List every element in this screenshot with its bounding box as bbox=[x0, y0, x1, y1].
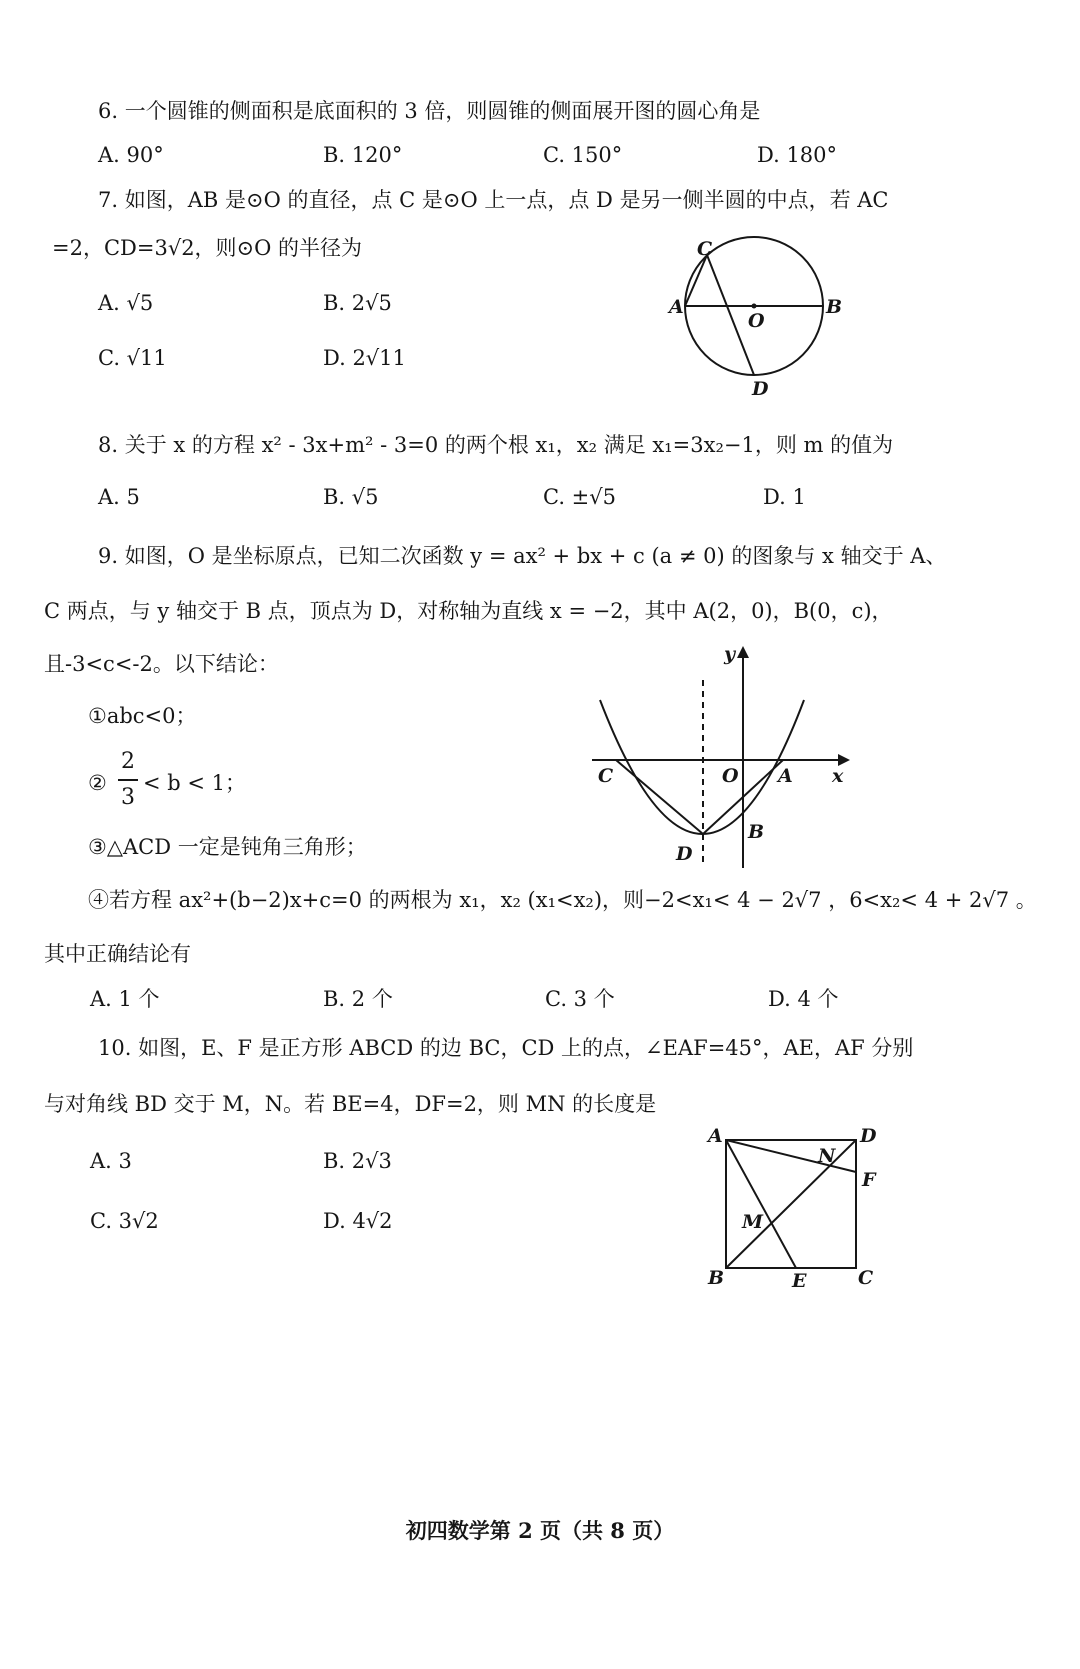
q8-option-d: D. 1 bbox=[763, 485, 806, 509]
q10-stem-line1: 10. 如图，E、F 是正方形 ABCD 的边 BC，CD 上的点，∠EAF=45°，AE，AF 分别 bbox=[98, 1036, 914, 1060]
diagonal-bd bbox=[726, 1140, 856, 1268]
q7-stem-line2: =2，CD=3√2，则⊙O 的半径为 bbox=[52, 236, 363, 260]
label-b: B bbox=[826, 296, 843, 318]
label-f: F bbox=[862, 1169, 876, 1191]
fraction-numerator: 2 bbox=[121, 749, 135, 774]
q6-stem: 6. 一个圆锥的侧面积是底面积的 3 倍，则圆锥的侧面展开图的圆心角是 bbox=[98, 99, 761, 123]
label-o: O bbox=[722, 765, 739, 787]
label-n: N bbox=[818, 1145, 836, 1167]
label-a: A bbox=[778, 765, 793, 787]
q8-option-a: A. 5 bbox=[98, 485, 140, 509]
q9-parabola-figure bbox=[580, 638, 880, 878]
q7-option-d: D. 2√11 bbox=[323, 346, 406, 370]
label-c: C bbox=[598, 765, 614, 787]
fraction-denominator: 3 bbox=[121, 785, 135, 810]
label-b: B bbox=[708, 1267, 725, 1289]
label-x: x bbox=[832, 765, 844, 787]
segment-af bbox=[726, 1140, 856, 1172]
q6-option-d: D. 180° bbox=[757, 143, 838, 167]
q9-conclusion-3: ③△ACD 一定是钝角三角形； bbox=[88, 835, 367, 859]
q10-option-a: A. 3 bbox=[90, 1149, 132, 1173]
q8-stem: 8. 关于 x 的方程 x² - 3x+m² - 3=0 的两个根 x₁，x₂ 满足 x₁=3x₂−1，则 m 的值为 bbox=[98, 433, 894, 457]
y-axis-arrow bbox=[737, 646, 749, 658]
label-d: D bbox=[676, 843, 693, 865]
q6-option-a: A. 90° bbox=[98, 143, 164, 167]
q8-option-c: C. ±√5 bbox=[543, 485, 617, 509]
q7-stem-line1: 7. 如图，AB 是⊙O 的直径，点 C 是⊙O 上一点，点 D 是另一侧半圆的中点，若 AC bbox=[98, 188, 889, 212]
chord-ac bbox=[685, 255, 707, 306]
q10-option-d: D. 4√2 bbox=[323, 1209, 393, 1233]
chord-cd bbox=[707, 255, 754, 375]
q9-conclusion-2-prefix: ② bbox=[88, 771, 107, 795]
segment-cd bbox=[616, 760, 703, 834]
label-d: D bbox=[752, 378, 769, 400]
label-m: M bbox=[742, 1211, 764, 1233]
q7-option-c: C. √11 bbox=[98, 346, 167, 370]
q9-stem-line3: 且-3<c<-2。以下结论： bbox=[44, 652, 279, 676]
label-d: D bbox=[860, 1125, 877, 1147]
q9-option-d: D. 4 个 bbox=[768, 987, 839, 1011]
q10-square-figure bbox=[690, 1120, 900, 1300]
label-b: B bbox=[748, 821, 765, 843]
q7-circle-figure bbox=[660, 235, 860, 400]
label-a: A bbox=[708, 1125, 723, 1147]
q9-stem-line1: 9. 如图，O 是坐标原点，已知二次函数 y = ax² + bx + c (a ≠ 0) 的图象与 x 轴交于 A、 bbox=[98, 544, 947, 568]
fraction-bar bbox=[118, 779, 138, 781]
q10-option-c: C. 3√2 bbox=[90, 1209, 159, 1233]
q9-option-a: A. 1 个 bbox=[90, 987, 160, 1011]
label-c: C bbox=[858, 1267, 874, 1289]
label-o: O bbox=[748, 310, 765, 332]
q6-option-b: B. 120° bbox=[323, 143, 403, 167]
center-point bbox=[752, 304, 757, 309]
label-c: C bbox=[697, 238, 713, 260]
label-a: A bbox=[669, 296, 684, 318]
q6-option-c: C. 150° bbox=[543, 143, 623, 167]
q9-question-tail: 其中正确结论有 bbox=[44, 942, 191, 966]
label-y: y bbox=[724, 643, 736, 665]
q9-conclusion-1: ①abc<0； bbox=[88, 704, 197, 728]
q7-option-a: A. √5 bbox=[98, 291, 154, 315]
q7-option-b: B. 2√5 bbox=[323, 291, 392, 315]
q9-conclusion-4: ④若方程 ax²+(b−2)x+c=0 的两根为 x₁，x₂ (x₁<x₂)，则−2<x₁< 4 − 2√7 ，6<x₂< 4 + 2√7 。 bbox=[88, 888, 1037, 912]
segment-ae bbox=[726, 1140, 796, 1268]
q9-conclusion-2-suffix: < b < 1； bbox=[143, 771, 247, 795]
page-footer: 初四数学第 2 页（共 8 页） bbox=[405, 1518, 675, 1543]
q9-stem-line2: C 两点，与 y 轴交于 B 点，顶点为 D，对称轴为直线 x = −2，其中 A(2，0)，B(0，c)， bbox=[44, 599, 893, 623]
q10-option-b: B. 2√3 bbox=[323, 1149, 392, 1173]
q10-stem-line2: 与对角线 BD 交于 M，N。若 BE=4，DF=2，则 MN 的长度是 bbox=[44, 1092, 657, 1116]
q9-option-c: C. 3 个 bbox=[545, 987, 615, 1011]
q8-option-b: B. √5 bbox=[323, 485, 379, 509]
label-e: E bbox=[792, 1270, 807, 1292]
q9-option-b: B. 2 个 bbox=[323, 987, 393, 1011]
